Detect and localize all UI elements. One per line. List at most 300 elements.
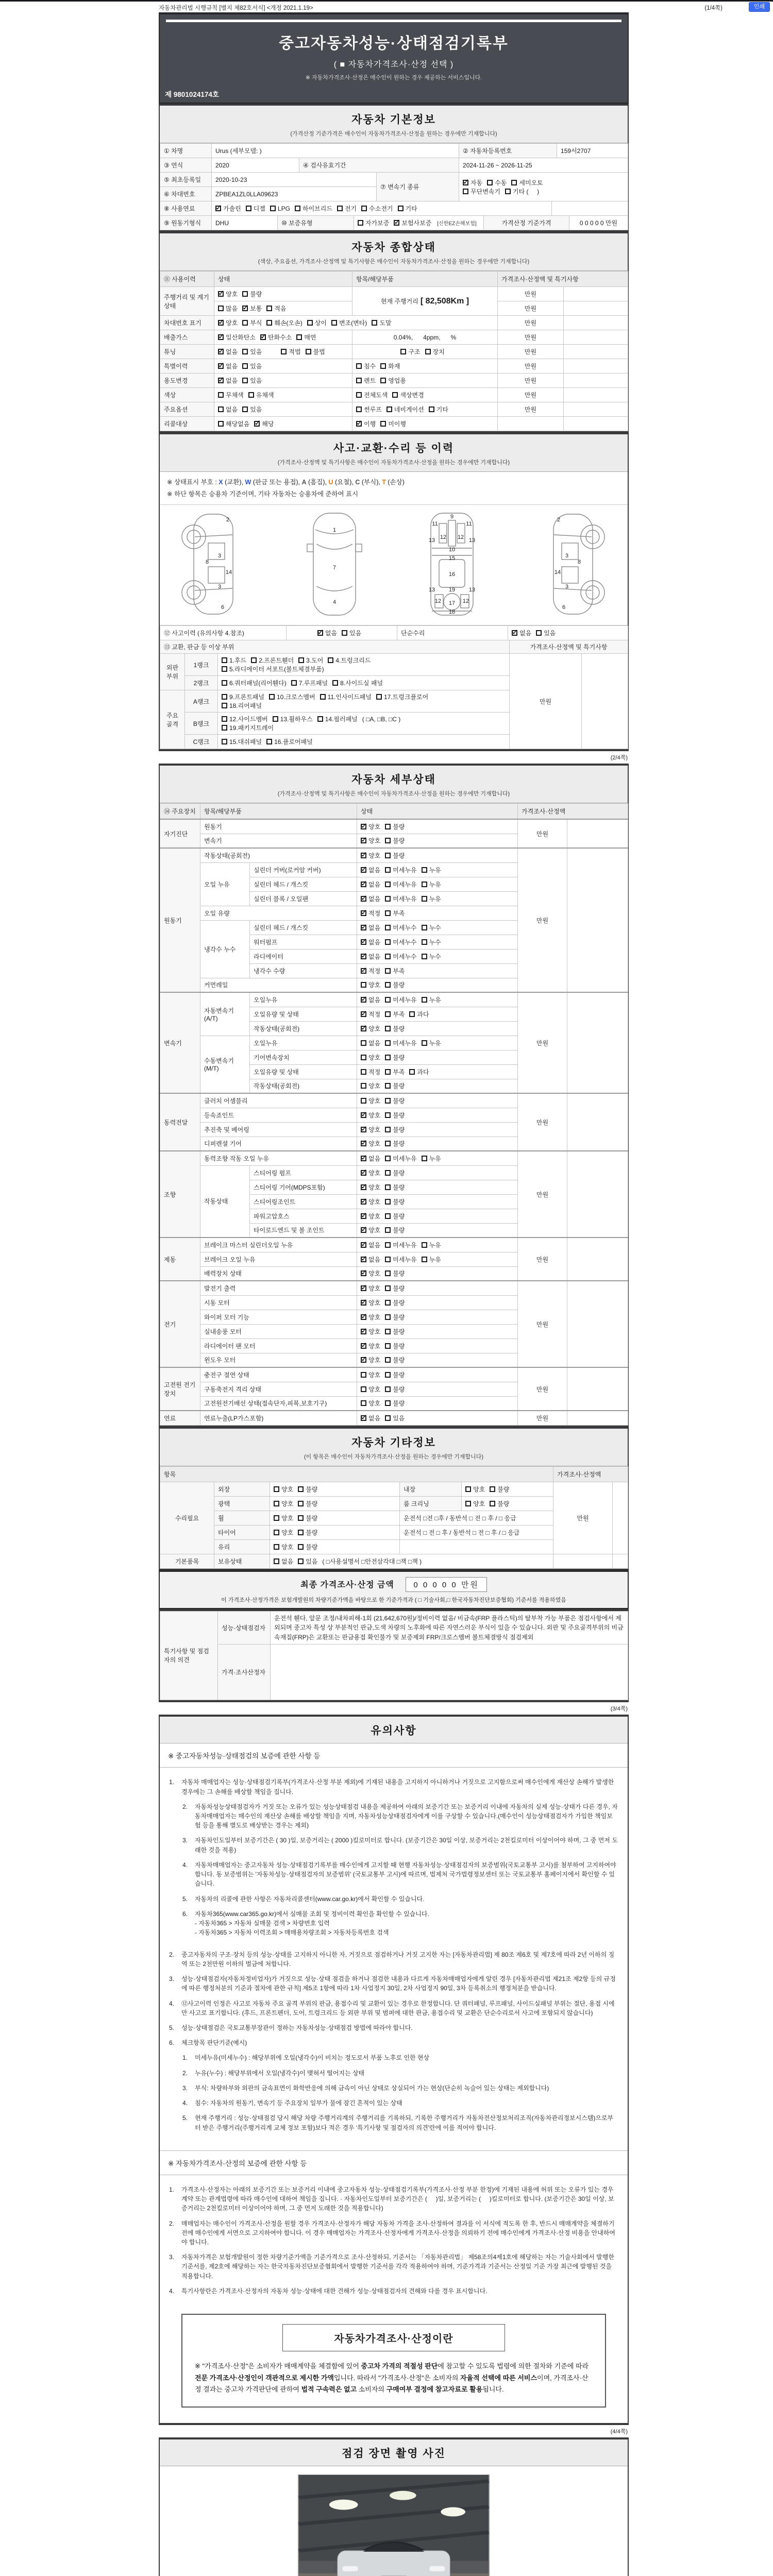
checkbox-checked[interactable] (361, 853, 366, 858)
inspector-opinion-text: 운전석 휀다, 앞문 조정/내차피해-1회 (21,642,670원)/정비이력 없음/ 비금속(FRP 플라스틱)의 탈부착 가능 부품은 점검사항에서 제외되며 중고차 특성 상 부분적인 판금,도색 차량의 노후화에 따른 자연스러운 부식이 있을 수 있습니다. 외판 및 주요골격부위의 비금속재질(FRP)은 교환또는 판금용접 확인불가 및 보증제외 FRP/크로스멤버 볼트체결방식 점검제외 (271, 1611, 628, 1645)
checkbox[interactable] (248, 392, 254, 398)
check-option: 미세누수 (385, 938, 416, 946)
rank-items (218, 735, 510, 749)
section-note: (가격산정 기준가격은 매수인이 자동차가격조사·산정을 원하는 경우에만 기재합니다) (290, 131, 497, 137)
checkbox[interactable] (361, 1400, 366, 1406)
check-option: ✓ 없음 (361, 995, 380, 1004)
checkbox[interactable] (376, 694, 382, 700)
checkbox-checked[interactable] (361, 1329, 366, 1334)
checkbox[interactable] (274, 1544, 279, 1550)
notes-cell (564, 402, 628, 417)
checkbox[interactable] (361, 1386, 366, 1392)
checkbox[interactable] (242, 320, 248, 326)
checkbox[interactable] (361, 1040, 366, 1046)
checkbox[interactable] (222, 703, 227, 708)
checkbox[interactable] (222, 694, 227, 700)
item-label: 오일누유 (250, 992, 357, 1007)
checkbox[interactable] (242, 291, 248, 297)
checkbox[interactable] (385, 1372, 391, 1378)
state-checks (357, 1324, 518, 1338)
checkbox[interactable] (358, 220, 363, 226)
checkbox-checked[interactable] (361, 1213, 366, 1219)
checkbox[interactable] (409, 1011, 415, 1017)
checkbox[interactable] (274, 1486, 279, 1492)
checkbox[interactable] (386, 406, 392, 412)
check-option: 없음 (361, 1039, 380, 1047)
checkbox[interactable] (511, 180, 517, 185)
checkbox[interactable] (218, 406, 224, 412)
checkbox-checked[interactable] (260, 334, 266, 340)
check-option: 양호 (361, 1385, 380, 1394)
state-checks (357, 1021, 518, 1036)
checkbox[interactable] (422, 954, 427, 959)
table-row (160, 287, 628, 301)
checkbox[interactable] (385, 1184, 391, 1190)
checkbox[interactable] (385, 1227, 391, 1233)
checkbox-checked[interactable] (361, 1141, 366, 1146)
checkbox[interactable] (409, 1069, 415, 1075)
checkbox-checked[interactable] (215, 206, 221, 211)
checkbox[interactable] (385, 1026, 391, 1031)
checkbox[interactable] (274, 1501, 279, 1506)
checkbox-checked[interactable] (361, 1257, 366, 1262)
checkbox-checked[interactable] (218, 320, 224, 326)
svg-text:18: 18 (448, 609, 456, 615)
checkbox[interactable] (385, 867, 391, 873)
checkbox[interactable] (422, 1257, 427, 1262)
checkbox[interactable] (266, 306, 272, 311)
checkbox[interactable] (298, 1501, 304, 1506)
checkbox[interactable] (385, 1141, 391, 1146)
checkbox[interactable] (269, 694, 275, 700)
checkbox[interactable] (356, 392, 362, 398)
item-label: 실린더 헤드 / 개스킷 (250, 877, 357, 891)
checkbox-checked[interactable] (361, 1011, 366, 1017)
exchange-panel-table (160, 640, 628, 749)
checkbox[interactable] (222, 739, 227, 744)
checkbox[interactable] (274, 1530, 279, 1535)
svg-text:16: 16 (448, 571, 456, 578)
checkbox[interactable] (298, 657, 304, 663)
checkbox[interactable] (222, 725, 227, 731)
checkbox[interactable] (385, 1098, 391, 1104)
checkbox[interactable] (385, 838, 391, 843)
price-cell: 만원 (498, 374, 564, 388)
checkbox[interactable] (218, 306, 224, 311)
notice-item (182, 1894, 618, 1904)
section-overall-state (159, 231, 629, 433)
document-title: 중고자동차성능·상태점검기록부 (279, 35, 509, 52)
row-label: 가격·조사산정자 (218, 1645, 271, 1700)
document-subtitle: ( ■ 자동차가격조사·산정 선택 ) (333, 60, 454, 69)
checkbox[interactable] (385, 1257, 391, 1262)
checkbox[interactable] (298, 1486, 304, 1492)
checkbox[interactable] (337, 206, 343, 211)
checkbox[interactable] (422, 1040, 427, 1046)
checkbox-checked[interactable] (218, 363, 224, 369)
checkbox[interactable] (274, 1515, 279, 1521)
checkbox[interactable] (385, 939, 391, 945)
checkbox[interactable] (332, 680, 338, 686)
state-checks (357, 949, 518, 963)
detail-row (160, 1238, 628, 1252)
checkbox[interactable] (385, 982, 391, 988)
checkbox-checked[interactable] (361, 1415, 366, 1421)
checkbox[interactable] (385, 1386, 391, 1392)
checkbox[interactable] (385, 1357, 391, 1363)
checkbox[interactable] (385, 853, 391, 858)
checkbox[interactable] (385, 1300, 391, 1306)
checkbox-checked[interactable] (317, 630, 323, 636)
check-option: 불량 (385, 1197, 405, 1206)
item-label: 오일 유량 (200, 906, 357, 920)
checkbox[interactable] (266, 320, 272, 326)
notice-item-text: 자동차의 리콜에 관한 사항은 자동차리콜센터(www.car.go.kr)에서 확인할 수 있습니다. (195, 1895, 425, 1903)
check-option: 불량 (385, 1183, 405, 1192)
notice-item-number: 6. (169, 2039, 175, 2047)
checkbox-checked[interactable] (361, 1026, 366, 1031)
checkbox[interactable] (380, 421, 386, 427)
checkbox[interactable] (385, 1314, 391, 1320)
checkbox[interactable] (490, 1501, 495, 1506)
checkbox[interactable] (422, 997, 427, 1003)
checkbox[interactable] (385, 1083, 391, 1089)
checkbox[interactable] (422, 1242, 427, 1248)
checkbox[interactable] (490, 1486, 495, 1492)
checkbox[interactable] (317, 716, 323, 722)
checkbox[interactable] (385, 910, 391, 916)
checkbox[interactable] (298, 1530, 304, 1535)
checkbox[interactable] (246, 206, 251, 211)
checkbox[interactable] (273, 716, 278, 722)
checkbox-checked[interactable] (361, 824, 366, 829)
checkbox[interactable] (222, 666, 227, 672)
checkbox[interactable] (385, 997, 391, 1003)
text-segment: ※ 상태표시 부호 : (167, 479, 219, 486)
svg-text:13: 13 (468, 537, 476, 544)
checkbox[interactable] (320, 694, 326, 700)
detail-row (160, 819, 628, 834)
checkbox[interactable] (331, 320, 337, 326)
checkbox[interactable] (242, 406, 248, 412)
notice-item-text: 체크항목 판단기준(예시) (181, 2039, 247, 2047)
check-option: 색상변경 (392, 391, 424, 399)
check-option: ✓ 양호 (361, 822, 380, 831)
checkbox-checked[interactable] (361, 1199, 366, 1205)
checkbox-checked[interactable] (361, 1270, 366, 1276)
checkbox[interactable] (222, 716, 227, 722)
checkbox[interactable] (298, 1515, 304, 1521)
checkbox-checked[interactable] (361, 1357, 366, 1363)
checkbox-checked[interactable] (361, 1285, 366, 1291)
notice-item (182, 1860, 618, 1889)
checkbox[interactable] (385, 1156, 391, 1161)
checkbox[interactable] (392, 392, 398, 398)
checkbox[interactable] (385, 1199, 391, 1205)
table-row (160, 330, 628, 345)
text-segment: 됩니다. (482, 2385, 504, 2393)
check-option: 무채색 (218, 391, 244, 399)
checkbox[interactable] (307, 320, 313, 326)
checkbox[interactable] (385, 1055, 391, 1060)
checkbox[interactable] (385, 896, 391, 902)
checkbox[interactable] (398, 206, 404, 211)
checkbox-checked[interactable] (361, 910, 366, 916)
item-label: 와이퍼 모터 기능 (200, 1310, 357, 1324)
checkbox-checked[interactable] (218, 334, 224, 340)
check-option: ✓ 없음 (361, 938, 380, 946)
check-option: 무단변속기 (463, 187, 500, 196)
checkbox-checked[interactable] (361, 867, 366, 873)
checkbox-checked[interactable] (361, 1300, 366, 1306)
checkbox-checked[interactable] (356, 421, 362, 427)
notes-cell (564, 417, 628, 431)
checkbox[interactable] (385, 1069, 391, 1075)
checkbox[interactable] (328, 657, 333, 663)
page-top-border (0, 0, 773, 2)
checkbox[interactable] (296, 334, 302, 340)
text-segment: 법적 구속력은 없고 (301, 2385, 357, 2393)
checkbox[interactable] (385, 1343, 391, 1349)
price-cell: 만원 (498, 402, 564, 417)
checkbox[interactable] (218, 421, 224, 427)
checkbox[interactable] (465, 1486, 471, 1492)
notes-cell (613, 1554, 628, 1568)
checkbox-checked[interactable] (361, 1127, 366, 1132)
checkbox[interactable] (505, 189, 511, 194)
checkbox[interactable] (291, 680, 297, 686)
checkbox-checked[interactable] (361, 939, 366, 945)
checkbox[interactable] (242, 363, 248, 369)
checkbox[interactable] (385, 882, 391, 887)
checkbox[interactable] (242, 378, 248, 383)
checkbox[interactable] (281, 349, 287, 354)
checkbox[interactable] (266, 739, 272, 744)
notes-cell (613, 1482, 628, 1554)
checkbox[interactable] (385, 1127, 391, 1132)
notice-item-text: 자동차매매업자는 중고자동차 성능·상태점검기록부를 매수인에게 고지할 때 현행 자동차성능·상태점검자의 보증범위(국토교통부 고시)를 첨부하여 고지하여야 합니다. 동 보증범위는 '자동차성능·상태점검자의 보증범위' (국토교통부 고시)에 따르며, 법제처 국가법령정보센터 또는 국토교통부 홈페이지에서 확인할 수 있습니다. (195, 1861, 616, 1888)
item-label: 스티어링 기어(MDPS포함) (250, 1180, 357, 1194)
checkbox[interactable] (356, 406, 362, 412)
checkbox[interactable] (372, 320, 377, 326)
car-name-value: Urus (세부모델: ) (212, 144, 459, 158)
checkbox-checked[interactable] (242, 306, 248, 311)
check-option: 불량 (385, 1370, 405, 1379)
print-button[interactable]: 인쇄 (749, 2, 770, 12)
checkbox[interactable] (463, 189, 468, 194)
check-option: ✓ 없음 (218, 347, 238, 356)
checkbox[interactable] (385, 968, 391, 974)
check-option: 불량 (385, 851, 405, 860)
final-price-note: 이 가격조사·산정가격은 보험개발원의 차량기준가액을 바탕으로 한 기준가격과 ( □ 기술사회,□ 한국자동차진단보증협회) 기준서를 적용하였음 (221, 1597, 566, 1603)
checkbox[interactable] (298, 1544, 304, 1550)
checkbox[interactable] (270, 206, 276, 211)
checkbox-checked[interactable] (361, 838, 366, 843)
checkbox-checked[interactable] (361, 925, 366, 930)
checkbox[interactable] (422, 925, 427, 930)
checkbox[interactable] (361, 206, 367, 211)
state-checks (357, 1353, 518, 1367)
check-option: 미이행 (380, 419, 406, 428)
checkbox-checked[interactable] (463, 180, 468, 185)
checkbox[interactable] (422, 867, 427, 873)
checkbox[interactable] (298, 1558, 304, 1564)
checkbox-checked[interactable] (361, 997, 366, 1003)
checkbox[interactable] (361, 1372, 366, 1378)
notes-cell (567, 1151, 628, 1238)
checkbox[interactable] (400, 349, 406, 354)
check-option: 12.사이드멤버 (222, 715, 268, 723)
device-group-label: 연료 (160, 1411, 200, 1425)
checkbox-checked[interactable] (394, 220, 399, 226)
checkbox[interactable] (385, 954, 391, 959)
check-option: ✓ 없음 (361, 866, 380, 874)
check-option: ✓ 양호 (361, 1111, 380, 1120)
check-option: 미세누유 (385, 1039, 416, 1047)
checkbox[interactable] (385, 1242, 391, 1248)
notice-item-number: 5. (182, 1895, 188, 1903)
checkbox-checked[interactable] (218, 349, 224, 354)
check-option: ✓ 없음 (218, 376, 238, 385)
checkbox[interactable] (385, 1170, 391, 1176)
checkbox[interactable] (361, 1055, 366, 1060)
svg-text:6: 6 (562, 604, 566, 611)
checkbox[interactable] (385, 1011, 391, 1017)
checkbox-checked[interactable] (361, 1242, 366, 1248)
checkbox-checked[interactable] (361, 1227, 366, 1233)
checkbox[interactable] (251, 657, 257, 663)
engine-type-value: DHU (212, 216, 278, 230)
row-label: 튜닝 (160, 345, 214, 359)
device-group-label: 변속기 (160, 992, 200, 1093)
checkbox[interactable] (422, 882, 427, 887)
check-option: 불량 (385, 1096, 405, 1105)
checkbox[interactable] (487, 180, 493, 185)
notice-item (182, 2053, 618, 2062)
rank-label: 1랭크 (185, 654, 218, 676)
checkbox[interactable] (361, 1083, 366, 1089)
device-group-label: 원동기 (160, 848, 200, 992)
checkbox[interactable] (342, 630, 347, 636)
text-segment: X (219, 479, 223, 486)
field-label: ⑥ 차대번호 (160, 187, 212, 201)
checkbox-checked[interactable] (361, 1343, 366, 1349)
checkbox[interactable] (361, 982, 366, 988)
text-segment: (요철), (333, 479, 356, 486)
checkbox[interactable] (422, 939, 427, 945)
price-cell (498, 417, 564, 431)
state-checks (357, 1411, 518, 1425)
check-option: 부식 (242, 318, 262, 327)
item-label: 기어변속장치 (250, 1050, 357, 1064)
check-option: 불량 (298, 1499, 317, 1508)
document (159, 13, 629, 2576)
checkbox-checked[interactable] (218, 291, 224, 297)
checkbox[interactable] (222, 680, 227, 686)
checkbox-checked[interactable] (361, 1184, 366, 1190)
checkbox[interactable] (385, 1270, 391, 1276)
table-row (160, 316, 628, 330)
check-option: 양호 (274, 1528, 293, 1537)
checkbox[interactable] (385, 1213, 391, 1219)
checkbox-checked[interactable] (361, 1112, 366, 1118)
table-row (160, 359, 628, 374)
notice-item-text: 중고자동차의 구조·장치 등의 성능·상태를 고지하지 아니한 자, 거짓으로 점검하거나 거짓 고지한 자는 [자동차관리법] 제 80조 제6호 및 제7호에 따라 2년 이하의 징역 또는 2천만원 이하의 벌금에 처합니다. (181, 1951, 615, 1968)
checkbox[interactable] (422, 896, 427, 902)
checkbox[interactable] (380, 378, 386, 383)
item-label: 실린더 커버(로커암 커버) (250, 862, 357, 877)
section-note: (가격조사·산정액 및 특기사항은 매수인이 자동차가격조사·산정을 원하는 경우에만 기재합니다) (277, 460, 510, 466)
notes-cell (564, 388, 628, 402)
checkbox[interactable] (356, 363, 362, 369)
checkbox-checked[interactable] (361, 896, 366, 902)
checkbox[interactable] (274, 1558, 279, 1564)
checkbox[interactable] (295, 206, 300, 211)
checkbox[interactable] (242, 349, 248, 354)
section-title: 자동차 기본정보 (351, 114, 436, 126)
checkbox[interactable] (422, 1156, 427, 1161)
device-group-label: 전기 (160, 1281, 200, 1367)
checkbox-checked[interactable] (361, 882, 366, 887)
column-header: 상태 (214, 272, 352, 287)
checkbox[interactable] (306, 349, 311, 354)
checkbox-checked[interactable] (361, 968, 366, 974)
checkbox-checked[interactable] (254, 421, 260, 427)
detail-row (160, 1281, 628, 1295)
checkbox[interactable] (380, 363, 386, 369)
checkbox[interactable] (385, 925, 391, 930)
checkbox[interactable] (385, 1329, 391, 1334)
detail-row (160, 1367, 628, 1382)
state-checks (214, 330, 352, 345)
base-price-value: 0 0 0 0 0 만원 (569, 216, 628, 230)
checkbox-checked[interactable] (218, 378, 224, 383)
checkbox-checked[interactable] (361, 954, 366, 959)
checkbox-checked[interactable] (361, 1170, 366, 1176)
row-label: 특별이력 (160, 359, 214, 374)
svg-text:9: 9 (450, 514, 454, 520)
checkbox[interactable] (385, 1112, 391, 1118)
checkbox[interactable] (385, 1285, 391, 1291)
checkbox[interactable] (425, 349, 431, 354)
svg-text:6: 6 (221, 604, 225, 611)
notice-item-number: 3. (182, 2084, 188, 2092)
checkbox-checked[interactable] (512, 630, 517, 636)
section-accident-history (159, 432, 629, 751)
checkbox[interactable] (361, 1098, 366, 1104)
checkbox[interactable] (356, 378, 362, 383)
check-option: 불량 (385, 1111, 405, 1120)
checkbox[interactable] (218, 392, 224, 398)
checkbox-checked[interactable] (361, 1156, 366, 1161)
checkbox[interactable] (465, 1501, 471, 1506)
check-option: 불량 (298, 1485, 317, 1494)
svg-text:3: 3 (217, 584, 222, 590)
checkbox[interactable] (429, 406, 434, 412)
checkbox[interactable] (385, 1400, 391, 1406)
check-option: 미세누유 (385, 1241, 416, 1249)
checkbox[interactable] (385, 824, 391, 829)
checkbox[interactable] (361, 1069, 366, 1075)
checkbox-checked[interactable] (361, 1314, 366, 1320)
checkbox[interactable] (385, 1415, 391, 1421)
state-checks (270, 1539, 400, 1554)
checkbox[interactable] (222, 657, 227, 663)
checkbox[interactable] (385, 1040, 391, 1046)
pricing-definition-title: 자동차가격조사·산정이란 (282, 2324, 505, 2351)
notice-item (169, 1999, 618, 2018)
checkbox[interactable] (536, 630, 542, 636)
